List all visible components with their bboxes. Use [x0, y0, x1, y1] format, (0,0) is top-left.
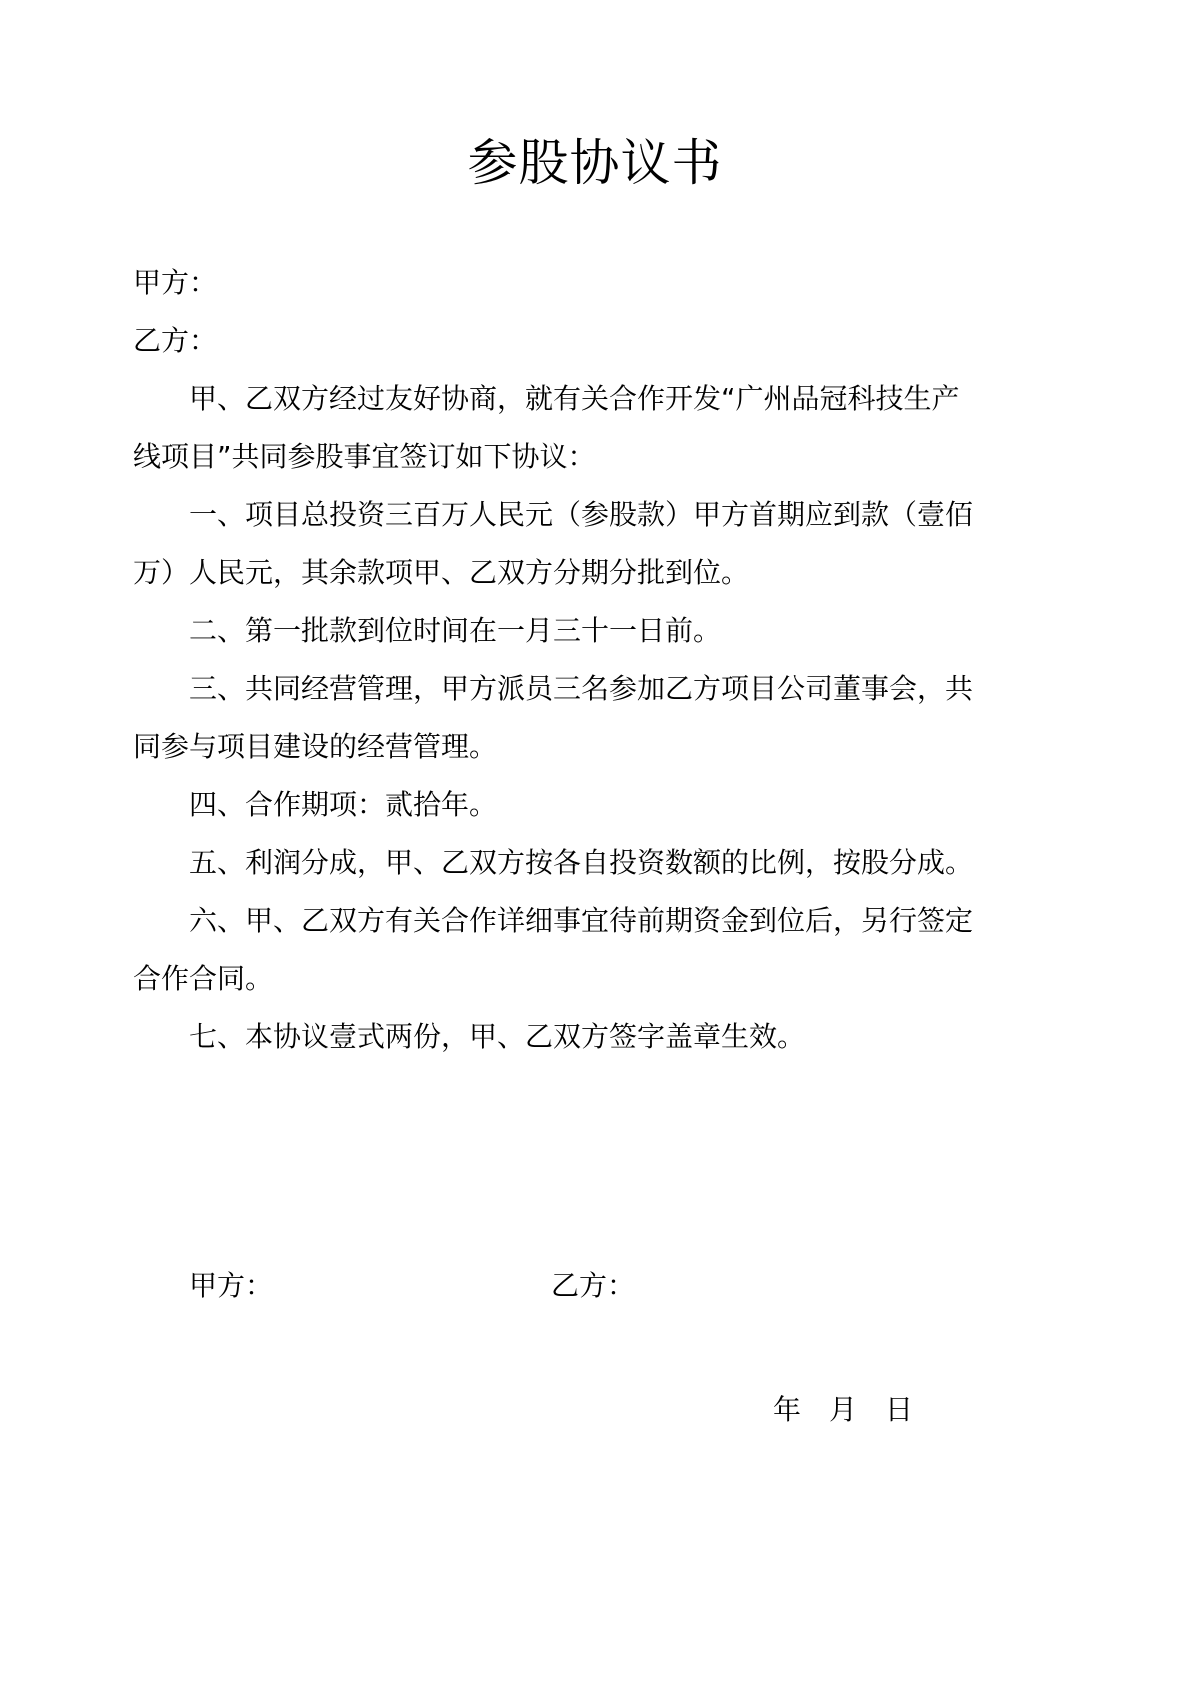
clause-6-line-2: 合作合同。: [133, 962, 274, 995]
clause-3-line-1: 三、共同经营管理，甲方派员三名参加乙方项目公司董事会，共: [189, 672, 974, 705]
clause-5: 五、利润分成，甲、乙双方按各自投资数额的比例，按股分成。: [189, 846, 974, 879]
date-year: 年: [773, 1393, 802, 1426]
signature-party-a: 甲方：: [189, 1269, 274, 1302]
clause-4: 四、合作期项：贰拾年。: [189, 788, 498, 821]
signature-date: [773, 1390, 941, 1430]
clause-1-line-2: 万）人民元，其余款项甲、乙双方分期分批到位。: [133, 556, 750, 589]
preamble-line-2: 线项目”共同参股事宜签订如下协议：: [133, 440, 596, 473]
document-title: 参股协议书: [467, 134, 723, 192]
signature-party-b: 乙方：: [551, 1269, 636, 1302]
clause-6-line-1: 六、甲、乙双方有关合作详细事宜待前期资金到位后，另行签定: [189, 904, 974, 937]
preamble-line-1: 甲、乙双方经过友好协商，就有关合作开发“广州品冠科技生产: [189, 382, 960, 415]
clause-1-line-1: 一、项目总投资三百万人民元（参股款）甲方首期应到款（壹佰: [189, 498, 974, 531]
party-a-label: 甲方：: [133, 266, 218, 299]
clause-3-line-2: 同参与项目建设的经营管理。: [133, 730, 498, 763]
date-day: 日: [885, 1393, 914, 1426]
clause-2: 二、第一批款到位时间在一月三十一日前。: [189, 614, 722, 647]
date-month: 月: [829, 1393, 858, 1426]
document-body: [133, 254, 977, 1066]
party-b-label: 乙方：: [133, 324, 218, 357]
clause-7: 七、本协议壹式两份，甲、乙双方签字盖章生效。: [189, 1020, 806, 1053]
